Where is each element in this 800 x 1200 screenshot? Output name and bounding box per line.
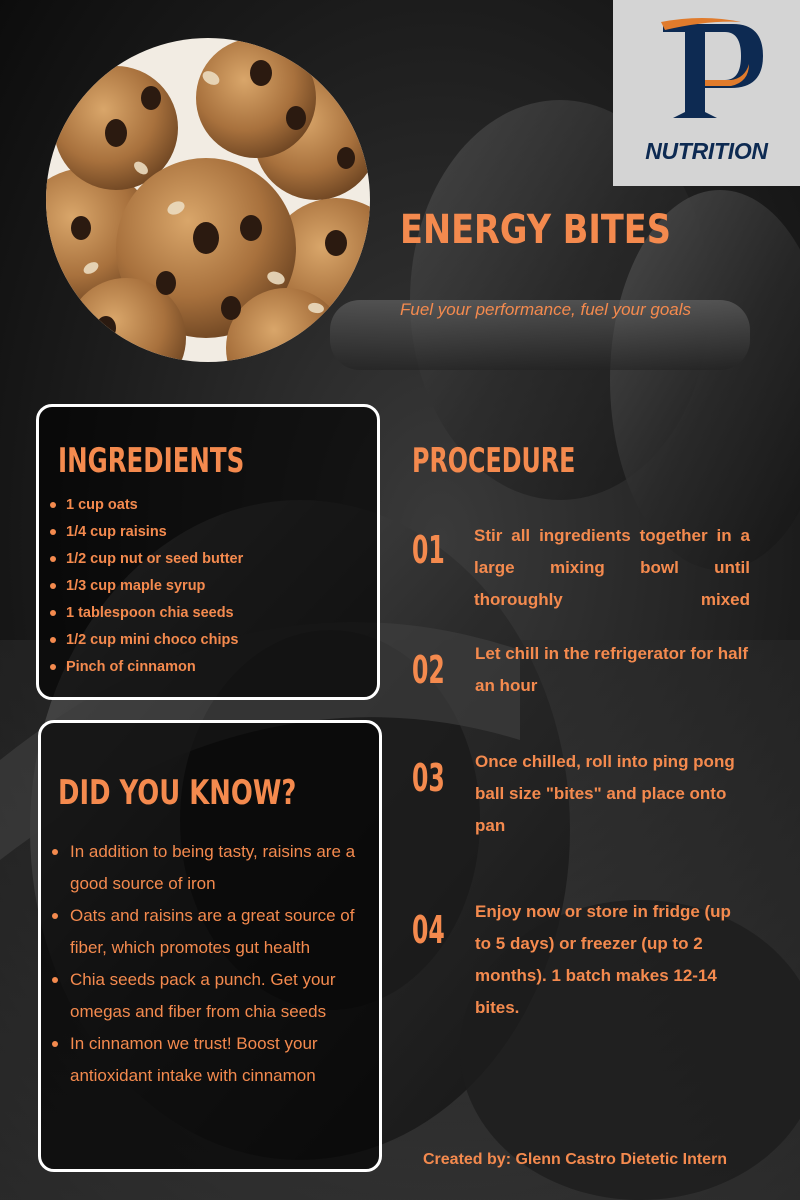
- list-item: 1 tablespoon chia seeds: [48, 601, 368, 628]
- step-text-04: Enjoy now or store in fridge (up to 5 days) or freezer (up to 2 months). 1 batch makes 12-14 bites.: [475, 902, 731, 1017]
- list-item: Chia seeds pack a punch. Get your omegas and fiber from chia seeds: [50, 964, 360, 1028]
- ingredients-heading: INGREDIENTS: [58, 441, 245, 481]
- list-item: In cinnamon we trust! Boost your antioxidant intake with cinnamon: [50, 1028, 360, 1092]
- list-item: Pinch of cinnamon: [48, 655, 368, 682]
- nutrition-logo: [613, 0, 800, 186]
- list-item: 1/4 cup raisins: [48, 520, 368, 547]
- step-text-01: Stir all ingredients together in a large mixing bowl until thoroughly mixed: [474, 526, 750, 609]
- procedure-heading: PROCEDURE: [412, 441, 576, 481]
- list-item: Oats and raisins are a great source of fiber, which promotes gut health: [50, 900, 360, 964]
- list-item: 1/2 cup nut or seed butter: [48, 547, 368, 574]
- did-you-know-heading: DID YOU KNOW?: [58, 773, 297, 813]
- step-number-02: 02: [412, 648, 445, 692]
- step-number-03: 03: [412, 756, 445, 800]
- did-you-know-list: [50, 836, 360, 1092]
- credit-text: Created by: Glenn Castro Dietetic Intern: [423, 1151, 728, 1168]
- list-item: 1/2 cup mini choco chips: [48, 628, 368, 655]
- energy-bites-photo: [46, 38, 370, 362]
- step-number-04: 04: [412, 908, 445, 952]
- page-title: ENERGY BITES: [400, 207, 671, 253]
- ingredients-list: [48, 493, 368, 682]
- logo-text: NUTRITION: [645, 138, 768, 164]
- step-text-03: Once chilled, roll into ping pong ball size "bites" and place onto pan: [475, 752, 735, 835]
- tagline: Fuel your performance, fuel your goals: [400, 300, 692, 319]
- step-number-01: 01: [412, 528, 445, 572]
- step-text-02: Let chill in the refrigerator for half an hour: [475, 644, 748, 695]
- list-item: 1/3 cup maple syrup: [48, 574, 368, 601]
- list-item: In addition to being tasty, raisins are a good source of iron: [50, 836, 360, 900]
- list-item: 1 cup oats: [48, 493, 368, 520]
